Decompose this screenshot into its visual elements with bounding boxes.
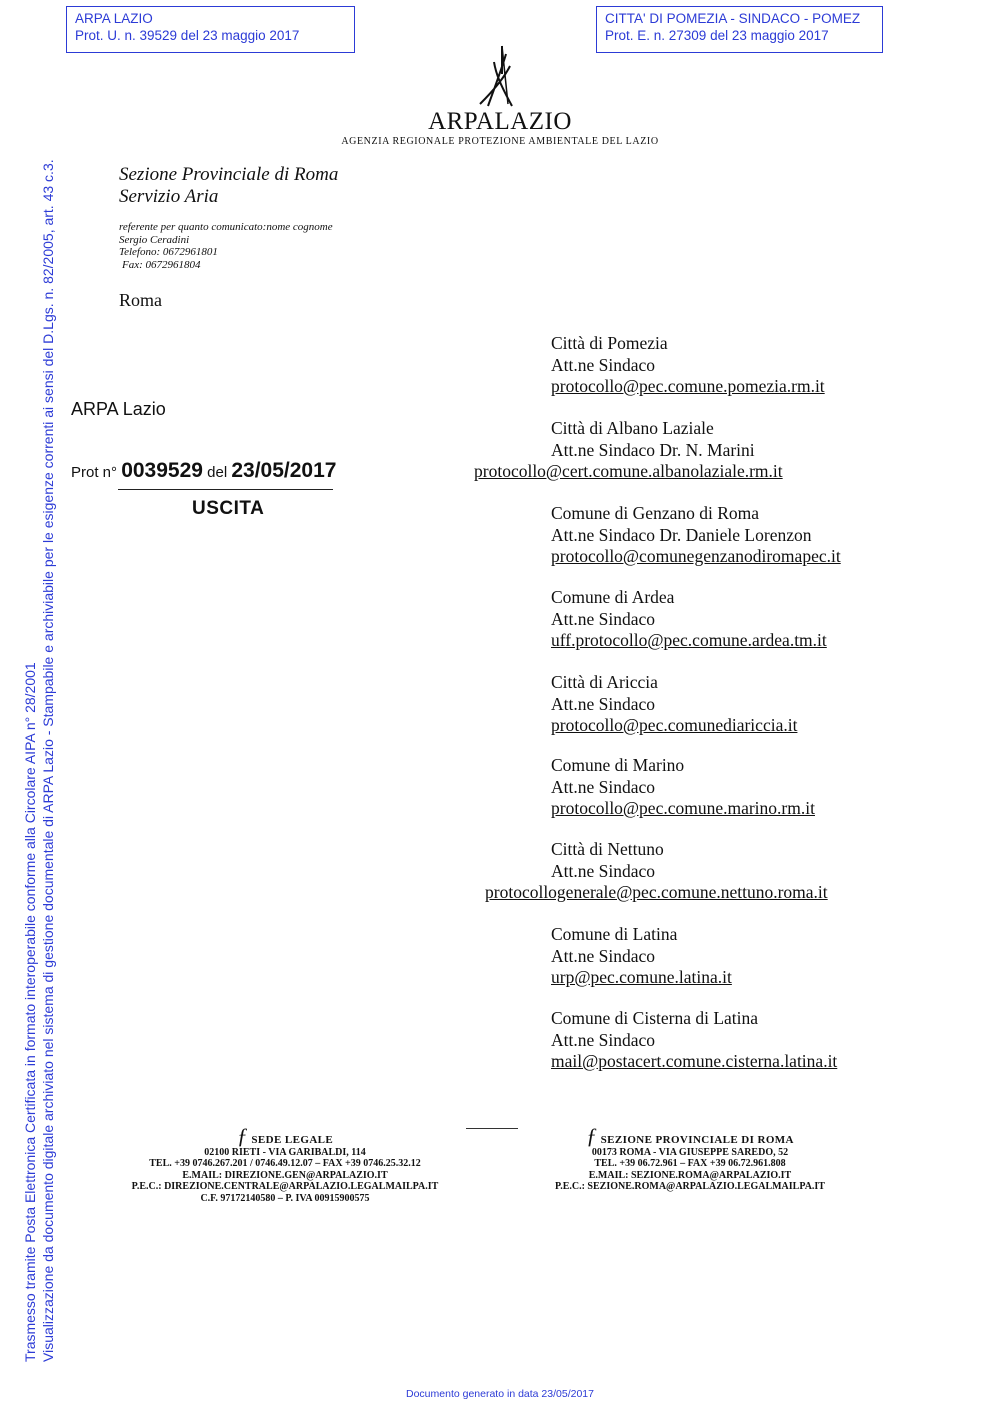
sender-city: Roma bbox=[119, 290, 162, 310]
protocol-stamp-right bbox=[596, 6, 883, 53]
footer-rule bbox=[466, 1128, 518, 1129]
recipient-email[interactable]: protocollo@comunegenzanodiromapec.it bbox=[551, 546, 841, 566]
footer-roma-email: E.MAIL: SEZIONE.ROMA@ARPALAZIO.IT bbox=[588, 1169, 792, 1181]
footer-roma-address: 00173 ROMA - VIA GIUSEPPE SAREDO, 52 bbox=[591, 1146, 789, 1158]
protocol-stamp-left bbox=[66, 6, 355, 53]
recipient-name: Città di Albano Laziale bbox=[551, 418, 714, 438]
recipient-att: Att.ne Sindaco Dr. N. Marini bbox=[551, 439, 755, 460]
recipient-att: Att.ne Sindaco bbox=[551, 693, 656, 714]
recipient-name: Comune di Cisterna di Latina bbox=[551, 1008, 759, 1028]
referent-fax: Fax: 0672961804 bbox=[122, 258, 201, 271]
protocol-direction: USCITA bbox=[192, 498, 265, 519]
recipient-name: Comune di Marino bbox=[551, 755, 685, 775]
recipient-att: Att.ne Sindaco bbox=[551, 608, 656, 629]
stamp-right-line1: CITTA' DI POMEZIA - SINDACO - POMEZ bbox=[605, 11, 861, 26]
recipient-email[interactable]: protocollo@cert.comune.albanolaziale.rm.it bbox=[474, 461, 783, 481]
footer-roma-heading: ƒ SEZIONE PROVINCIALE DI ROMA bbox=[586, 1123, 794, 1148]
recipient-att: Att.ne Sindaco bbox=[551, 776, 656, 797]
recipient-5 bbox=[551, 672, 797, 737]
recipient-email[interactable]: urp@pec.comune.latina.it bbox=[551, 967, 732, 987]
logo-name: ARPALAZIO bbox=[428, 108, 572, 135]
recipient-6 bbox=[551, 755, 815, 820]
protocol-del: del bbox=[207, 464, 228, 481]
stamp-left-line2: Prot. U. n. 39529 del 23 maggio 2017 bbox=[75, 28, 300, 43]
recipient-email[interactable]: protocollogenerale@pec.comune.nettuno.roma.it bbox=[485, 882, 828, 902]
footer-roma-office bbox=[520, 1123, 860, 1193]
recipient-3 bbox=[551, 503, 841, 568]
sender-block bbox=[119, 164, 338, 208]
recipient-email[interactable]: uff.protocollo@pec.comune.ardea.tm.it bbox=[551, 630, 827, 650]
recipient-7 bbox=[485, 839, 828, 904]
stamp-left-line1: ARPA LAZIO bbox=[75, 11, 153, 26]
footer-legal-email: E.MAIL: DIREZIONE.GEN@ARPALAZIO.IT bbox=[182, 1169, 388, 1181]
protocol-org: ARPA Lazio bbox=[71, 399, 166, 419]
footer-legal-pec: P.E.C.: DIREZIONE.CENTRALE@ARPALAZIO.LEGALMAILPA.IT bbox=[131, 1181, 439, 1192]
footer-roma-tel: TEL. +39 06.72.961 – FAX +39 06.72.961.808 bbox=[594, 1158, 786, 1169]
footer-legal-tel: TEL. +39 0746.267.201 / 0746.49.12.07 – FAX +39 0746.25.32.12 bbox=[149, 1158, 421, 1169]
sender-section: Sezione Provinciale di Roma bbox=[119, 164, 339, 185]
recipient-1 bbox=[551, 333, 825, 398]
footer-legal-office bbox=[100, 1123, 470, 1204]
logo-subtitle: AGENZIA REGIONALE PROTEZIONE AMBIENTALE DEL LAZIO bbox=[341, 136, 659, 147]
recipient-att: Att.ne Sindaco Dr. Daniele Lorenzon bbox=[551, 524, 812, 545]
recipient-name: Città di Nettuno bbox=[551, 839, 664, 859]
protocol-line bbox=[71, 459, 336, 483]
arpa-logo-icon bbox=[472, 44, 532, 108]
referent-name: Sergio Ceradini bbox=[119, 233, 190, 246]
referent-block bbox=[119, 221, 333, 271]
footer-legal-address: 02100 RIETI - VIA GARIBALDI, 114 bbox=[204, 1146, 366, 1158]
footer-mark-icon: ƒ bbox=[586, 1123, 598, 1148]
recipient-name: Città di Pomezia bbox=[551, 333, 668, 353]
referent-label: referente per quanto comunicato:nome cognome bbox=[119, 221, 333, 233]
protocol-date: 23/05/2017 bbox=[231, 459, 337, 482]
protocol-prefix: Prot n° bbox=[71, 464, 118, 481]
protocol-rule bbox=[118, 489, 333, 490]
recipient-2 bbox=[474, 418, 783, 483]
recipient-8 bbox=[551, 924, 732, 989]
recipient-name: Città di Ariccia bbox=[551, 672, 658, 692]
recipient-att: Att.ne Sindaco bbox=[551, 1029, 656, 1050]
generated-note: Documento generato in data 23/05/2017 bbox=[406, 1388, 594, 1400]
protocol-number: 0039529 bbox=[121, 459, 203, 482]
footer-mark-icon: ƒ bbox=[236, 1123, 249, 1148]
footer-legal-heading: ƒ SEDE LEGALE bbox=[236, 1123, 334, 1148]
recipient-email[interactable]: protocollo@pec.comune.marino.rm.it bbox=[551, 798, 815, 818]
side-note-line2: Visualizzazione da documento digitale archiviato nel sistema di gestione documentale di ARPA Lazio - Stampabile e archiviabile per le esigenze correnti ai sensi del D.Lgs. n. 82/2005, art. 43 c.3. bbox=[40, 159, 56, 1362]
recipient-name: Comune di Latina bbox=[551, 924, 678, 944]
footer-roma-pec: P.E.C.: SEZIONE.ROMA@ARPALAZIO.LEGALMAILPA.IT bbox=[555, 1181, 825, 1192]
recipient-att: Att.ne Sindaco bbox=[551, 354, 656, 375]
recipient-att: Att.ne Sindaco bbox=[551, 945, 656, 966]
side-note-line1: Trasmesso tramite Posta Elettronica Certificata in formato interoperabile conforme alla Circolare AIPA n° 28/2001 bbox=[22, 662, 38, 1362]
stamp-right-line2: Prot. E. n. 27309 del 23 maggio 2017 bbox=[605, 28, 829, 43]
recipient-email[interactable]: protocollo@pec.comune.pomezia.rm.it bbox=[551, 376, 825, 396]
recipient-4 bbox=[551, 587, 827, 652]
recipient-email[interactable]: protocollo@pec.comunediariccia.it bbox=[551, 715, 798, 735]
referent-phone: Telefono: 0672961801 bbox=[119, 246, 218, 258]
footer-legal-cf: C.F. 97172140580 – P. IVA 00915900575 bbox=[200, 1192, 370, 1204]
recipient-name: Comune di Genzano di Roma bbox=[551, 503, 760, 523]
sender-service: Servizio Aria bbox=[119, 186, 219, 207]
recipient-9 bbox=[551, 1008, 837, 1073]
recipient-email[interactable]: mail@postacert.comune.cisterna.latina.it bbox=[551, 1051, 838, 1071]
recipient-att: Att.ne Sindaco bbox=[551, 860, 656, 881]
recipient-name: Comune di Ardea bbox=[551, 587, 675, 607]
